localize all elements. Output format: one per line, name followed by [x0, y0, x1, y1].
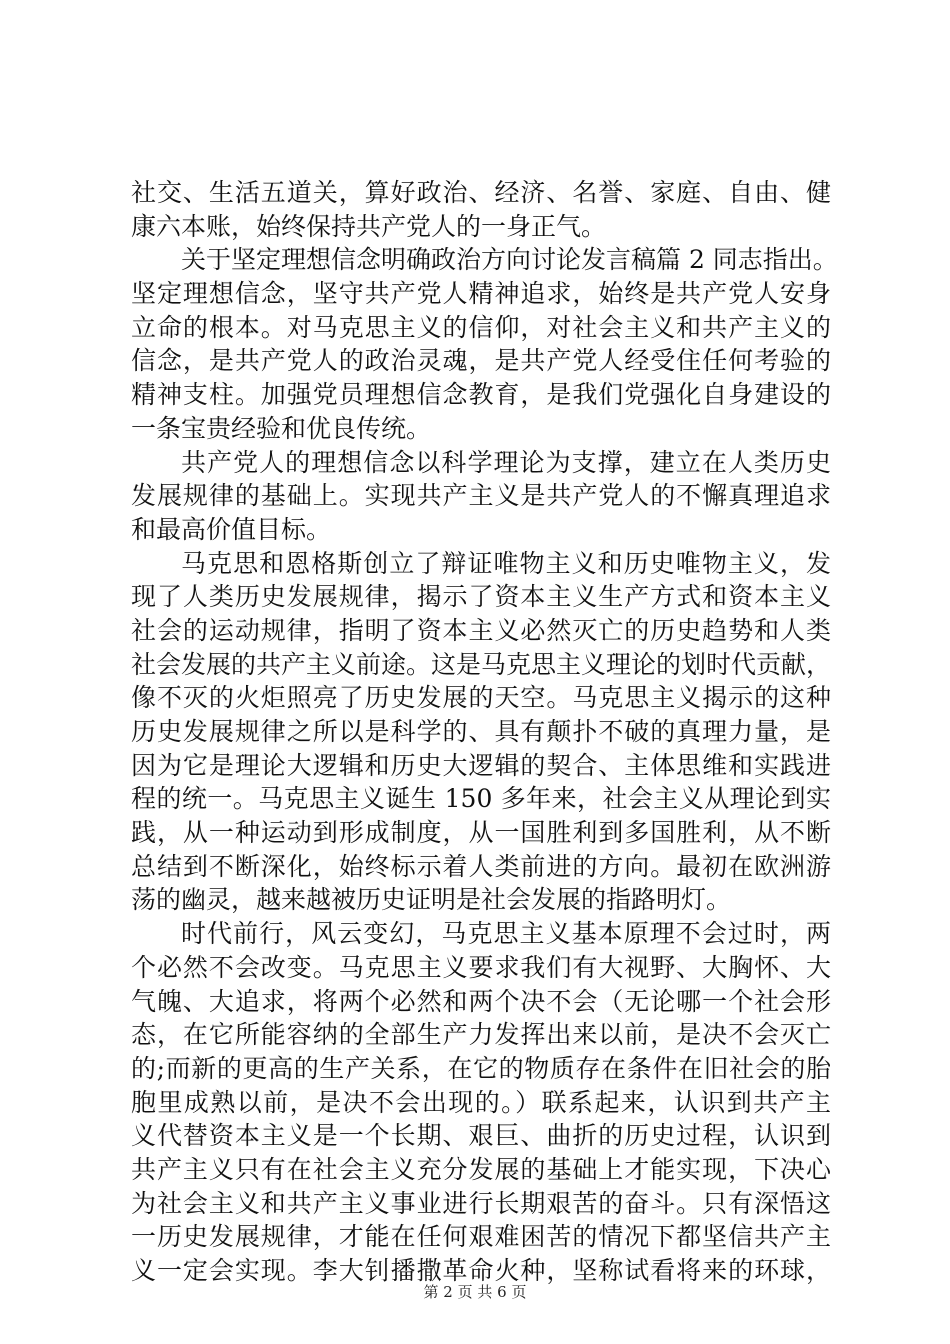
text-line: 胞里成熟以前，是决不会出现的。）联系起来，认识到共产主 [131, 1087, 831, 1117]
text-line: 关于坚定理想信念明确政治方向讨论发言稿篇 2 同志指出。 [181, 245, 838, 275]
text-line: 时代前行，风云变幻，马克思主义基本原理不会过时，两 [181, 919, 831, 949]
text-line: 马克思和恩格斯创立了辩证唯物主义和历史唯物主义，发 [181, 548, 831, 578]
text-line: 总结到不断深化，始终标示着人类前进的方向。最初在欧洲游 [131, 851, 831, 881]
text-line: 现了人类历史发展规律，揭示了资本主义生产方式和资本主义 [131, 582, 831, 612]
text-line: 立命的根本。对马克思主义的信仰，对社会主义和共产主义的 [131, 312, 831, 342]
text-line: 历史发展规律之所以是科学的、具有颠扑不破的真理力量，是 [131, 717, 831, 746]
text-line: 个必然不会改变。马克思主义要求我们有大视野、大胸怀、大 [131, 952, 831, 982]
text-line: 共产党人的理想信念以科学理论为支撑，建立在人类历史 [181, 447, 831, 477]
text-line: 程的统一。马克思主义诞生 150 多年来，社会主义从理论到实 [131, 784, 831, 814]
text-line: 信念，是共产党人的政治灵魂，是共产党人经受住任何考验的 [131, 346, 831, 376]
text-line: 态，在它所能容纳的全部生产力发挥出来以前，是决不会灭亡 [131, 1020, 831, 1050]
text-line: 的;而新的更高的生产关系，在它的物质存在条件在旧社会的胎 [131, 1053, 831, 1083]
text-line: 义代替资本主义是一个长期、艰巨、曲折的历史过程，认识到 [131, 1121, 831, 1151]
page-footer: 第 2 页 共 6 页 [423, 1283, 527, 1301]
text-line: 社交、生活五道关，算好政治、经济、名誉、家庭、自由、健 [131, 178, 831, 207]
text-line: 因为它是理论大逻辑和历史大逻辑的契合、主体思维和实践进 [131, 750, 831, 780]
text-line: 康六本账，始终保持共产党人的一身正气。 [131, 211, 607, 241]
text-line: 共产主义只有在社会主义充分发展的基础上才能实现，下决心 [131, 1154, 831, 1184]
text-line: 一历史发展规律，才能在任何艰难困苦的情况下都坚信共产主 [131, 1222, 831, 1252]
document-body [131, 176, 838, 1288]
text-line: 坚定理想信念，坚守共产党人精神追求，始终是共产党人安身 [131, 279, 831, 309]
text-line: 为社会主义和共产主义事业进行长期艰苦的奋斗。只有深悟这 [131, 1188, 831, 1218]
text-line: 一条宝贵经验和优良传统。 [131, 413, 432, 443]
text-line: 气魄、大追求，将两个必然和两个决不会（无论哪一个社会形 [131, 986, 831, 1016]
text-line: 发展规律的基础上。实现共产主义是共产党人的不懈真理追求 [131, 481, 831, 511]
text-line: 荡的幽灵，越来越被历史证明是社会发展的指路明灯。 [131, 885, 732, 915]
text-line: 精神支柱。加强党员理想信念教育，是我们党强化自身建设的 [131, 380, 831, 410]
text-line: 像不灭的火炬照亮了历史发展的天空。马克思主义揭示的这种 [131, 683, 831, 713]
text-line: 义一定会实现。李大钊播撒革命火种，坚称试看将来的环球， [131, 1256, 831, 1285]
text-line: 社会的运动规律，指明了资本主义必然灭亡的历史趋势和人类 [131, 615, 831, 645]
text-line: 社会发展的共产主义前途。这是马克思主义理论的划时代贡献， [131, 649, 832, 679]
text-line: 践，从一种运动到形成制度，从一国胜利到多国胜利，从不断 [131, 818, 831, 848]
text-line: 和最高价值目标。 [131, 514, 332, 544]
